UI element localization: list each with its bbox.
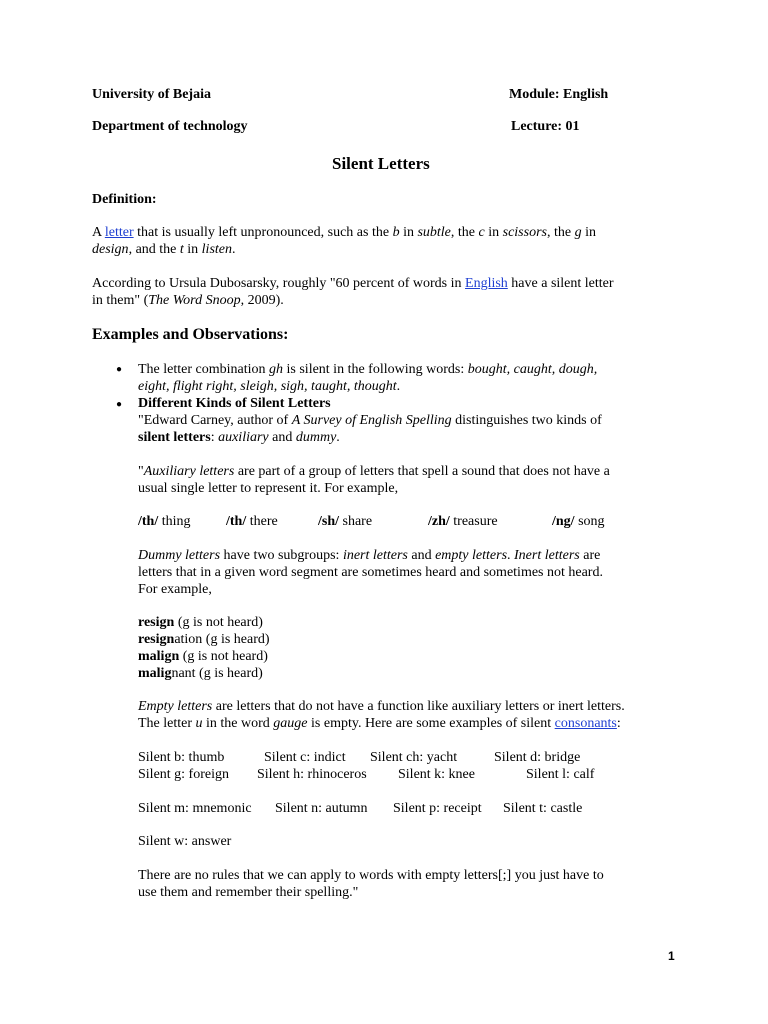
inert-example-malignant: malignant (g is heard) <box>138 666 263 681</box>
inert-example-malign: malign (g is not heard) <box>138 649 268 664</box>
silent-ch: Silent ch: yacht <box>370 750 458 765</box>
carney-line-1: "Edward Carney, author of A Survey of English Spelling distinguishes two kinds of <box>138 413 602 428</box>
closing-line-2: use them and remember their spelling." <box>138 885 359 900</box>
carney-line-2: silent letters: auxiliary and dummy. <box>138 430 340 445</box>
empty-line-2: The letter u in the word gauge is empty. Here are some examples of silent consonants: <box>138 716 621 731</box>
silent-d: Silent d: bridge <box>494 750 581 765</box>
sound-example-ng-song: /ng/ song <box>552 514 605 529</box>
empty-line-1: Empty letters are letters that do not have a function like auxiliary letters or inert letters. <box>138 699 625 714</box>
bullet-icon: ● <box>116 364 123 375</box>
bullet1-line-1: The letter combination gh is silent in the following words: bought, caught, dough, <box>138 362 598 377</box>
sound-example-sh-share: /sh/ share <box>318 514 373 529</box>
page-number: 1 <box>668 949 675 963</box>
silent-m: Silent m: mnemonic <box>138 801 252 816</box>
letter-link[interactable]: letter <box>104 225 134 240</box>
bullet-icon: ● <box>116 399 123 410</box>
department-name: Department of technology <box>92 119 248 134</box>
silent-p: Silent p: receipt <box>393 801 482 816</box>
dummy-line-2: letters that in a given word segment are sometimes heard and sometimes not heard. <box>138 565 603 580</box>
bullet2-title: Different Kinds of Silent Letters <box>138 396 331 411</box>
silent-b: Silent b: thumb <box>138 750 225 765</box>
module-name: Module: English <box>509 87 609 102</box>
page-title: Silent Letters <box>332 154 430 173</box>
dubosarsky-line-2: in them" (The Word Snoop, 2009). <box>92 293 284 308</box>
closing-line-1: There are no rules that we can apply to words with empty letters[;] you just have to <box>138 868 604 883</box>
inert-example-resign: resign (g is not heard) <box>138 615 263 630</box>
consonants-link[interactable]: consonants <box>554 716 617 731</box>
definition-heading: Definition: <box>92 192 157 207</box>
definition-line-2: design, and the t in listen. <box>92 242 236 257</box>
auxiliary-line-1: "Auxiliary letters are part of a group of letters that spell a sound that does not have a <box>138 464 610 479</box>
lecture-number: Lecture: 01 <box>511 119 580 134</box>
sound-example-th-thing: /th/ thing <box>138 514 191 529</box>
examples-heading: Examples and Observations: <box>92 326 289 343</box>
silent-t: Silent t: castle <box>503 801 583 816</box>
silent-n: Silent n: autumn <box>275 801 368 816</box>
university-name: University of Bejaia <box>92 87 211 102</box>
silent-k: Silent k: knee <box>398 767 475 782</box>
dummy-line-3: For example, <box>138 582 212 597</box>
silent-h: Silent h: rhinoceros <box>257 767 367 782</box>
sound-example-th-there: /th/ there <box>226 514 278 529</box>
silent-l: Silent l: calf <box>526 767 595 782</box>
sound-example-zh-treasure: /zh/ treasure <box>428 514 498 529</box>
inert-example-resignation: resignation (g is heard) <box>138 632 270 647</box>
english-link[interactable]: English <box>465 276 508 291</box>
auxiliary-line-2: usual single letter to represent it. For example, <box>138 481 399 496</box>
bullet1-line-2: eight, flight right, sleigh, sigh, taught, thought. <box>138 379 401 394</box>
silent-g: Silent g: foreign <box>138 767 229 782</box>
dummy-line-1: Dummy letters have two subgroups: inert letters and empty letters. Inert letters are <box>138 548 601 563</box>
silent-w: Silent w: answer <box>138 834 232 849</box>
definition-line-1: A letter that is usually left unpronounced, such as the b in subtle, the c in scissors, the g in <box>92 225 596 240</box>
silent-c: Silent c: indict <box>264 750 346 765</box>
dubosarsky-line-1: According to Ursula Dubosarsky, roughly "60 percent of words in English have a silent letter <box>92 276 614 291</box>
